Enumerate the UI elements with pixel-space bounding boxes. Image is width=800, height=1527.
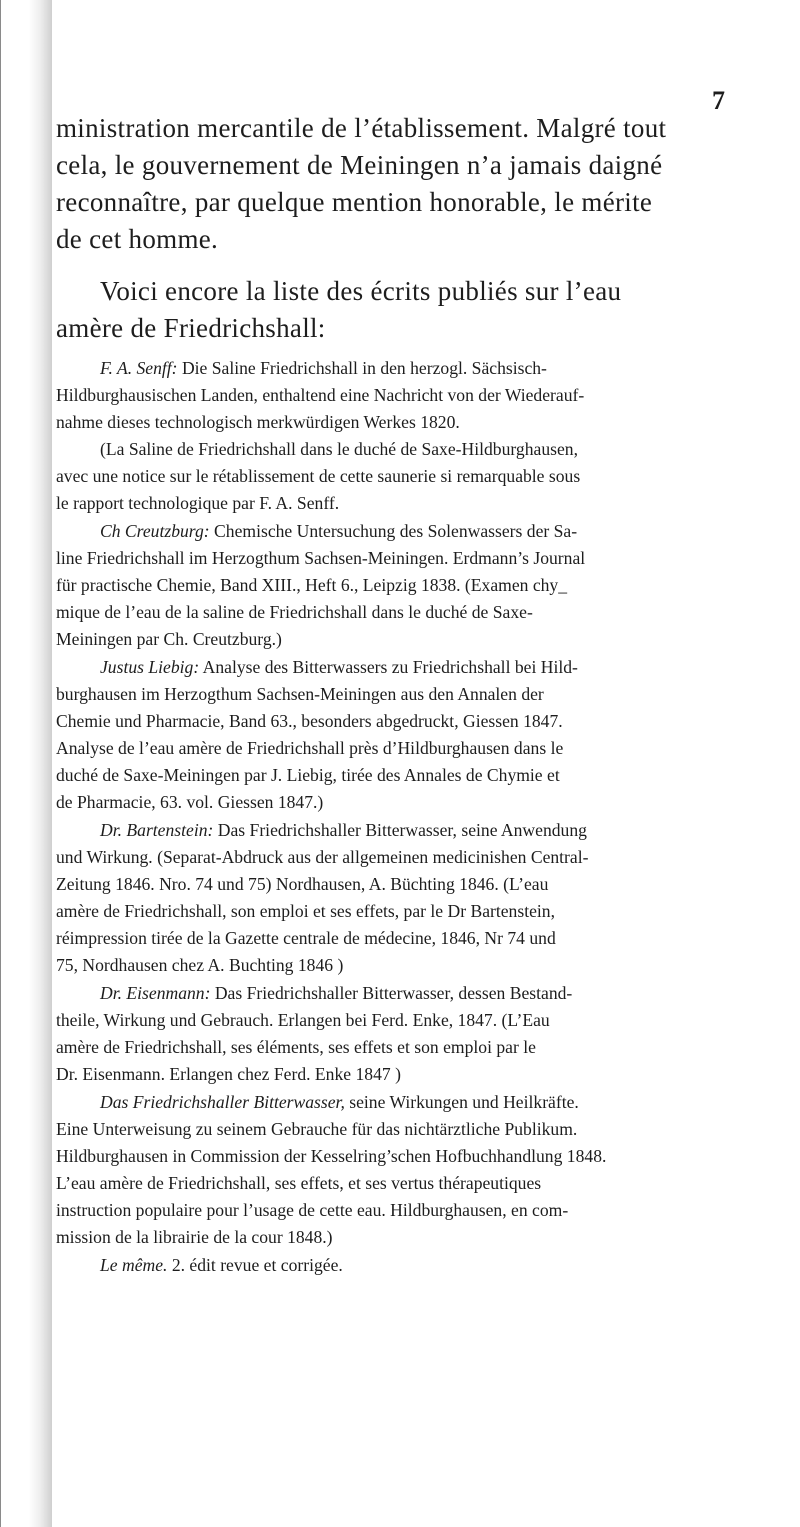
page-number: 7 <box>712 86 725 115</box>
entry-line: line Friedrichshall im Herzogthum Sachsen-Meiningen. Erdmann’s Journal <box>56 548 586 568</box>
entry-author: Dr. Eisenmann: <box>100 983 211 1003</box>
entry-line: duché de Saxe-Meiningen par J. Liebig, tirée des Annales de Chymie et <box>56 765 560 785</box>
entry-text: 2. édit revue et corrigée. <box>167 1255 343 1275</box>
entry-author: Le même. <box>100 1255 168 1275</box>
entry-author: F. A. Senff: <box>100 358 178 378</box>
entry-line: nahme dieses technologisch merkwürdigen Werkes 1820. <box>56 412 460 432</box>
list-intro-line: Voici encore la liste des écrits publiés sur l’eau <box>100 276 622 306</box>
bibliography-entry-first-line <box>100 983 572 1004</box>
entry-line: réimpression tirée de la Gazette centrale de médecine, 1846, Nr 74 und <box>56 928 556 948</box>
entry-line: (La Saline de Friedrichshall dans le duché de Saxe-Hildburghausen, <box>100 439 578 459</box>
entry-line: Analyse de l’eau amère de Friedrichshall près d’Hildburghausen dans le <box>56 738 564 758</box>
book-gutter-shadow <box>0 0 52 1527</box>
entry-line: avec une notice sur le rétablissement de cette saunerie si remarquable sous <box>56 466 581 486</box>
entry-text: Chemische Untersuchung des Solenwassers der Sa- <box>209 521 578 541</box>
entry-line: de Pharmacie, 63. vol. Giessen 1847.) <box>56 792 324 812</box>
entry-line: Zeitung 1846. Nro. 74 und 75) Nordhausen, A. Büchting 1846. (L’eau <box>56 874 549 894</box>
bibliography-entry-first-line <box>100 657 578 678</box>
entry-line: burghausen im Herzogthum Sachsen-Meiningen aus den Annalen der <box>56 684 544 704</box>
entry-line: für practische Chemie, Band XIII., Heft 6., Leipzig 1838. (Examen chy_ <box>56 575 568 595</box>
entry-line: mission de la librairie de la cour 1848.) <box>56 1227 333 1247</box>
entry-line: 75, Nordhausen chez A. Buchting 1846 ) <box>56 955 344 975</box>
entry-text: Analyse des Bitterwassers zu Friedrichshall bei Hild- <box>199 657 578 677</box>
intro-line: reconnaître, par quelque mention honorable, le mérite <box>56 187 653 217</box>
entry-line: Hildburghausen in Commission der Kesselring’schen Hofbuchhandlung 1848. <box>56 1146 607 1166</box>
entry-author: Dr. Bartenstein: <box>100 820 214 840</box>
bibliography-entry-first-line <box>100 820 587 841</box>
entry-line: Hildburghausischen Landen, enthaltend eine Nachricht von der Wiederauf- <box>56 385 585 405</box>
entry-text: Das Friedrichshaller Bitterwasser, dessen Bestand- <box>210 983 573 1003</box>
entry-text: seine Wirkungen und Heilkräfte. <box>344 1092 579 1112</box>
intro-line: ministration mercantile de l’établissement. Malgré tout <box>56 113 667 143</box>
intro-line: de cet homme. <box>56 224 219 254</box>
entry-line: Dr. Eisenmann. Erlangen chez Ferd. Enke 1847 ) <box>56 1064 401 1084</box>
entry-line: Chemie und Pharmacie, Band 63., besonders abgedruckt, Giessen 1847. <box>56 711 563 731</box>
entry-line: amère de Friedrichshall, ses éléments, ses effets et son emploi par le <box>56 1037 536 1057</box>
intro-line: cela, le gouvernement de Meiningen n’a jamais daigné <box>56 150 663 180</box>
entry-author: Ch Creutzburg: <box>100 521 210 541</box>
entry-line: theile, Wirkung und Gebrauch. Erlangen bei Ferd. Enke, 1847. (L’Eau <box>56 1010 550 1030</box>
list-intro-line: amère de Friedrichshall: <box>56 313 326 343</box>
entry-line: und Wirkung. (Separat-Abdruck aus der allgemeinen medicinishen Central- <box>56 847 589 867</box>
entry-text: Das Friedrichshaller Bitterwasser, seine Anwendung <box>213 820 587 840</box>
entry-line: amère de Friedrichshall, son emploi et ses effets, par le Dr Bartenstein, <box>56 901 555 921</box>
bibliography-entry-first-line <box>100 1092 579 1113</box>
bibliography-entry-first-line <box>100 1255 343 1276</box>
entry-author: Justus Liebig: <box>100 657 200 677</box>
entry-line: mique de l’eau de la saline de Friedrichshall dans le duché de Saxe- <box>56 602 533 622</box>
entry-line: Eine Unterweisung zu seinem Gebrauche für das nichtärztliche Publikum. <box>56 1119 578 1139</box>
entry-line: le rapport technologique par F. A. Senff. <box>56 493 340 513</box>
bibliography-entry-first-line <box>100 358 547 379</box>
bibliography-entry-first-line <box>100 521 577 542</box>
entry-line: instruction populaire pour l’usage de cette eau. Hildburghausen, en com- <box>56 1200 569 1220</box>
page-edge-line <box>0 0 1 1527</box>
entry-line: Meiningen par Ch. Creutzburg.) <box>56 629 282 649</box>
entry-title: Das Friedrichshaller Bitterwasser, <box>100 1092 345 1112</box>
entry-text: Die Saline Friedrichshall in den herzogl. Sächsisch- <box>177 358 547 378</box>
entry-line: L’eau amère de Friedrichshall, ses effets, et ses vertus thérapeutiques <box>56 1173 542 1193</box>
